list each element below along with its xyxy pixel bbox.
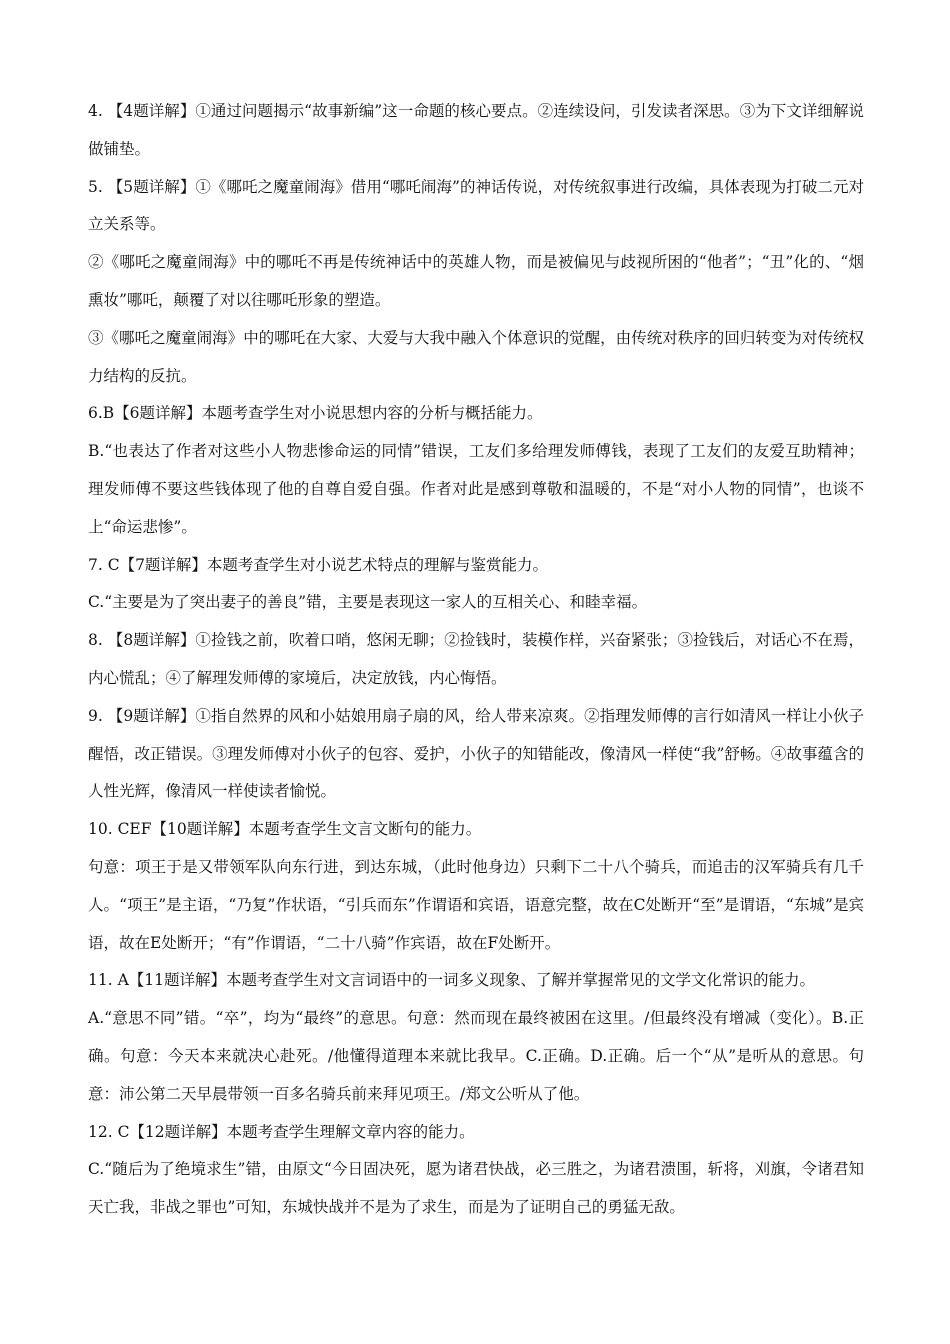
answer-5-point-3: ③《哪吒之魔童闹海》中的哪吒在大家、大爱与大我中融入个体意识的觉醒，由传统对秩序的回归转变为对传统权力结构的反抗。	[88, 328, 864, 385]
answer-10-explanation: 句意：项王于是又带领军队向东行进，到达东城，（此时他身边）只剩下二十八个骑兵，而追击的汉军骑兵有几千人。“项王”是主语，“乃复”作状语，“引兵而东”作谓语和宾语，语意完整，故在C处断开“至”是谓语，“东城”是宾语，故在E处断开；“有”作谓语，“二十八骑”作宾语，故在F处断开。	[88, 857, 864, 952]
answer-7-explanation: C.“主要是为了突出妻子的善良”错，主要是表现这一家人的互相关心、和睦幸福。	[88, 593, 648, 612]
answer-5-point-1: 5. 【5题详解】①《哪吒之魔童闹海》借用“哪吒闹海”的神话传说，对传统叙事进行改编，具体表现为打破二元对立关系等。	[88, 177, 864, 234]
answer-6-explanation: B.“也表达了作者对这些小人物悲惨命运的同情”错误，工友们多给理发师傅钱，表现了工友们的友爱互助精神；理发师傅不要这些钱体现了他的自尊自爱自强。作者对此是感到尊敬和温暖的，不是“对小人物的同情”，也谈不上“命运悲惨”。	[88, 442, 864, 536]
answer-11-header: 11. A【11题详解】本题考查学生对文言词语中的一词多义现象、了解并掌握常见的文学文化常识的能力。	[88, 971, 815, 990]
answer-explanations	[88, 93, 864, 1227]
answer-5-point-2: ②《哪吒之魔童闹海》中的哪吒不再是传统神话中的英雄人物，而是被偏见与歧视所困的“他者”；“丑”化的、“烟熏妆”哪吒，颠覆了对以往哪吒形象的塑造。	[88, 253, 864, 309]
answer-8: 8. 【8题详解】①捡钱之前，吹着口哨，悠闲无聊；②捡钱时，装模作样，兴奋紧张；③捡钱后，对话心不在焉，内心慌乱；④了解理发师傅的家境后，决定放钱，内心悔悟。	[88, 631, 864, 687]
answer-12-header: 12. C【12题详解】本题考查学生理解文章内容的能力。	[88, 1122, 475, 1141]
answer-7-header: 7. C【7题详解】本题考查学生对小说艺术特点的理解与鉴赏能力。	[88, 555, 548, 574]
answer-9: 9. 【9题详解】①指自然界的风和小姑娘用扇子扇的风，给人带来凉爽。②指理发师傅的言行如清风一样让小伙子醒悟，改正错误。③理发师傅对小伙子的包容、爱护，小伙子的知错能改，像清风一样使“我”舒畅。④故事蕴含的人性光辉，像清风一样使读者愉悦。	[88, 706, 864, 801]
answer-10-header: 10. CEF【10题详解】本题考查学生文言文断句的能力。	[88, 820, 482, 839]
answer-11-explanation: A.“意思不同”错。“卒”，均为“最终”的意思。句意：然而现在最终被困在这里。/但最终没有增减（变化）。B.正确。句意：今天本来就决心赴死。/他懂得道理本来就比我早。C.正确。D.正确。后一个“从”是听从的意思。句意：沛公第二天早晨带领一百多名骑兵前来拜见项王。/郑文公听从了他。	[88, 1009, 864, 1103]
answer-12-explanation: C.“随后为了绝境求生”错，由原文“今日固决死，愿为诸君快战，必三胜之，为诸君溃围，斩将，刈旗，令诸君知天亡我，非战之罪也”可知，东城快战并不是为了求生，而是为了证明自己的勇猛无敌。	[88, 1160, 864, 1217]
answer-6-header: 6.B【6题详解】本题考查学生对小说思想内容的分析与概括能力。	[88, 404, 543, 423]
answer-4: 4. 【4题详解】①通过问题揭示“故事新编”这一命题的核心要点。②连续设问，引发读者深思。③为下文详细解说做铺垫。	[88, 102, 864, 158]
